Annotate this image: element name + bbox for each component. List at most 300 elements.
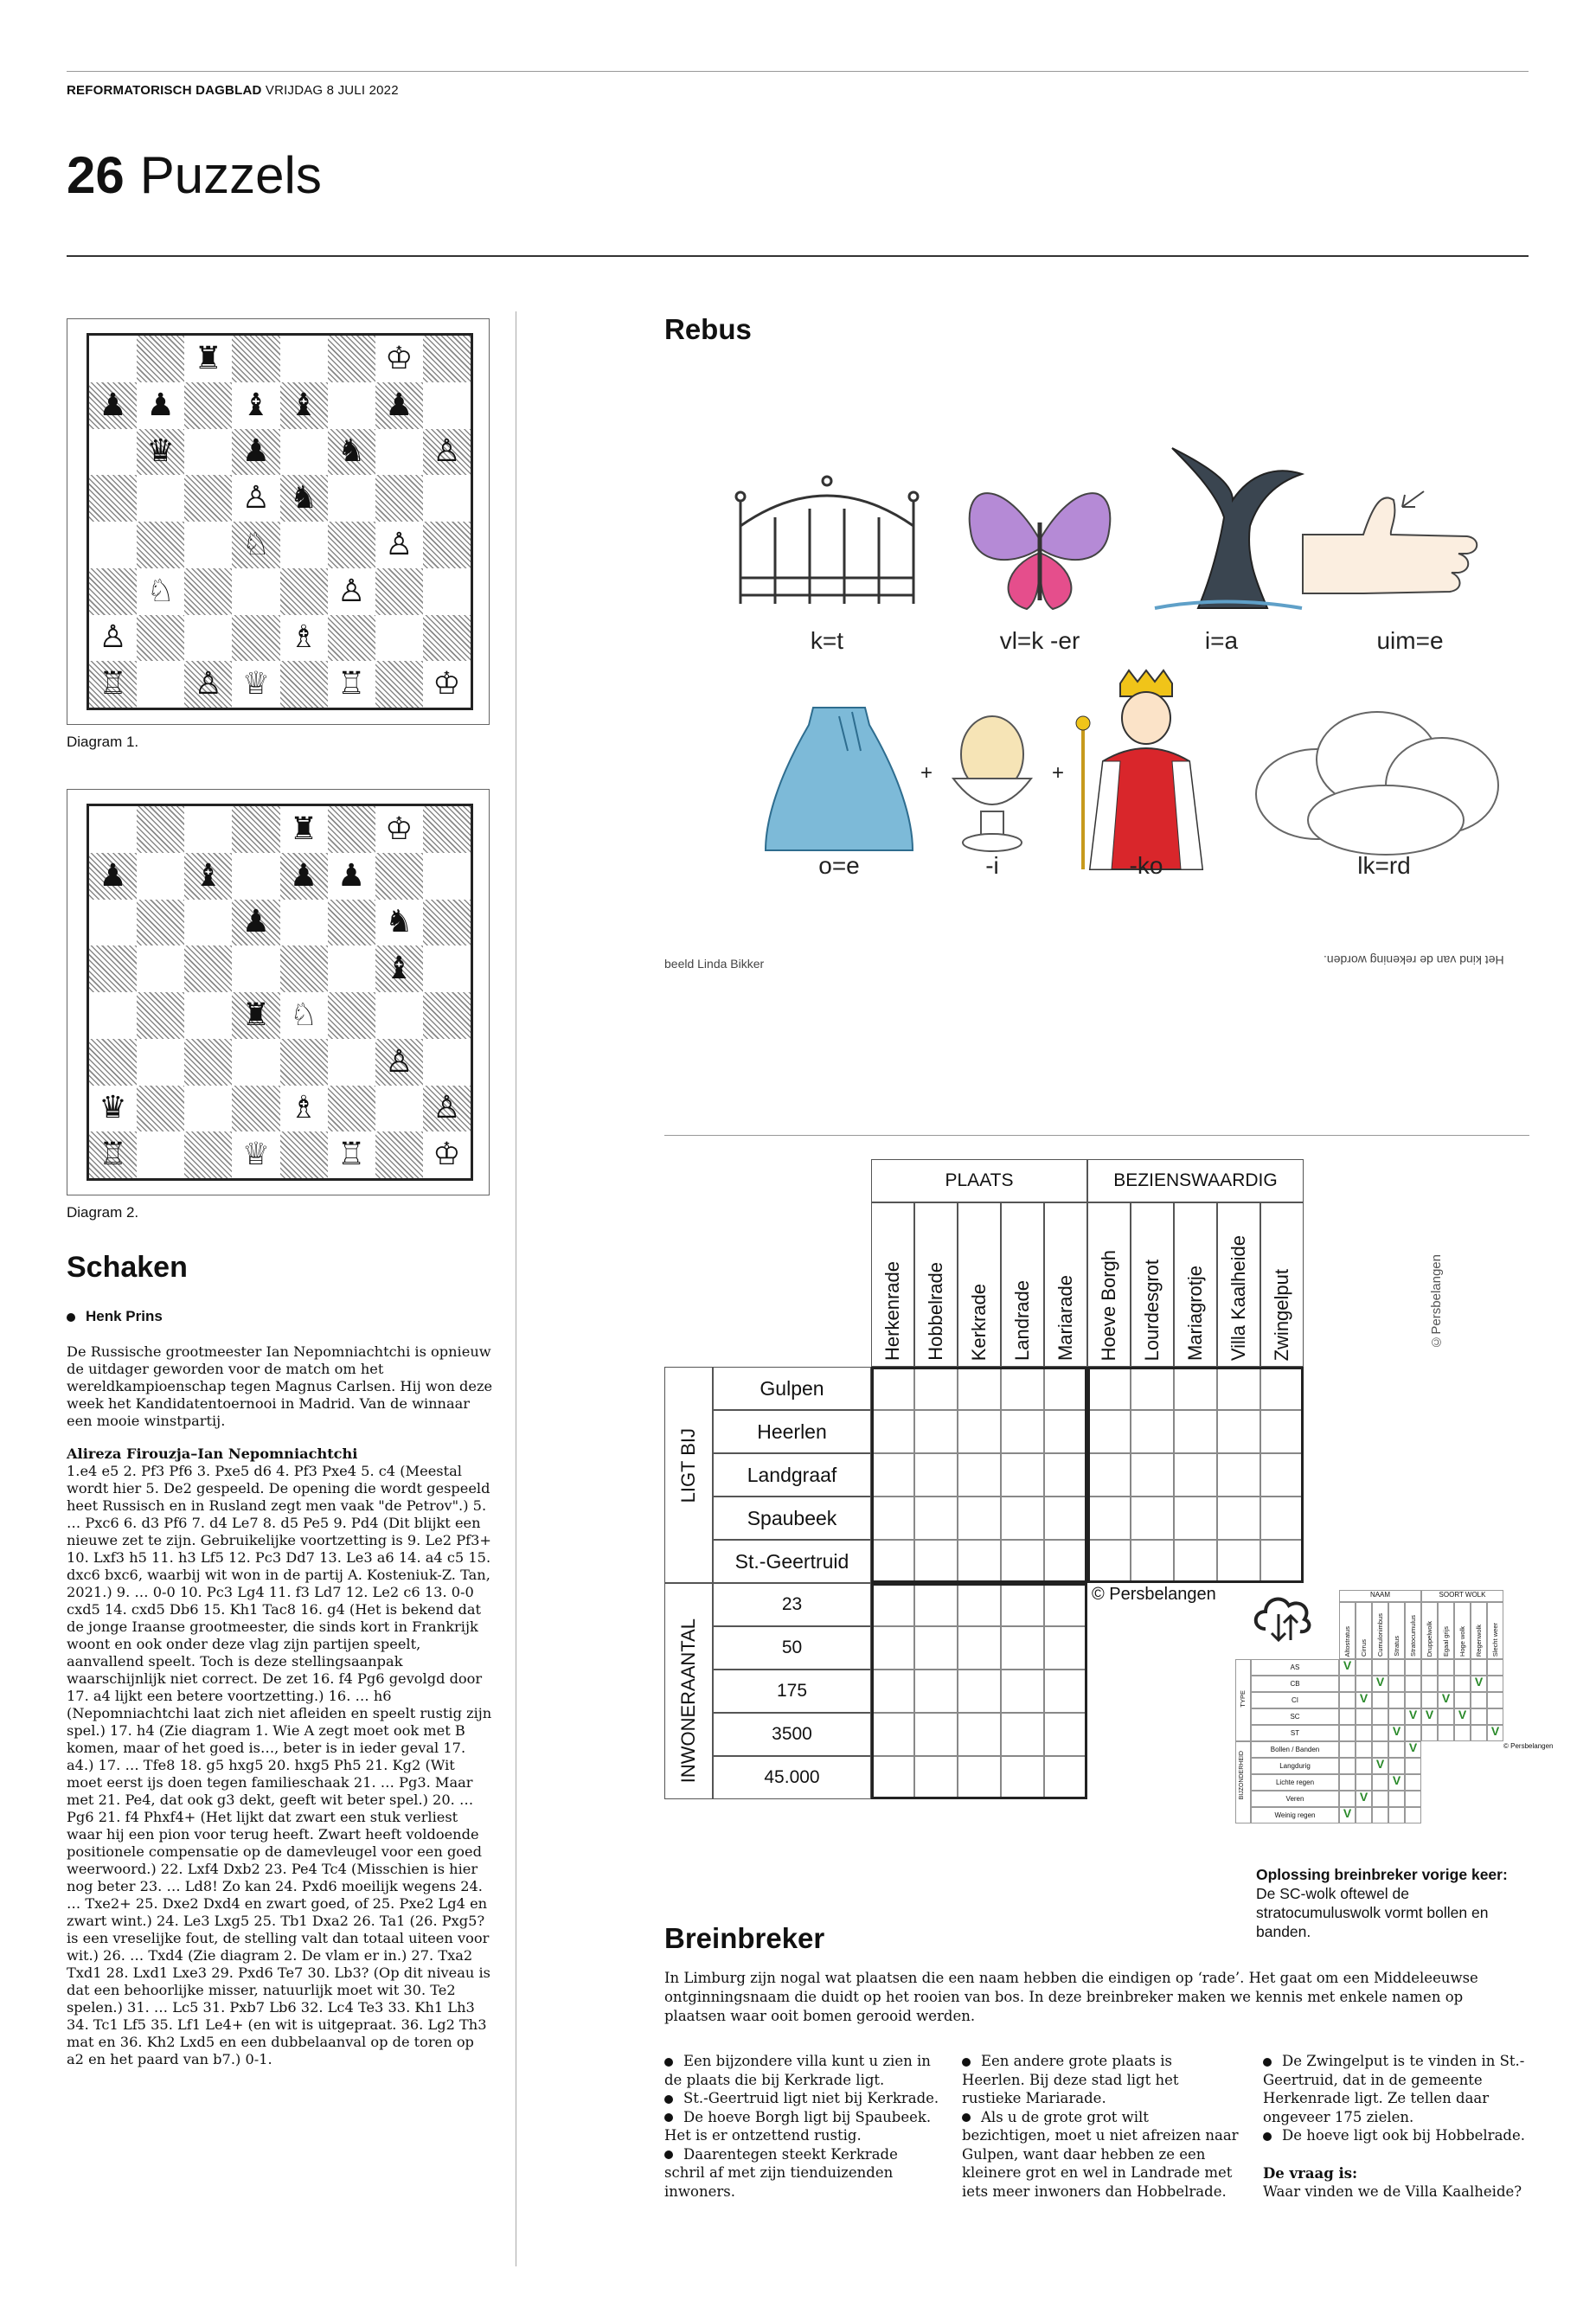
chess-piece-icon: ♖ [337, 666, 366, 702]
row-header: Gulpen [713, 1367, 871, 1410]
mini-copyright: © Persbelangen [1503, 1742, 1554, 1750]
grid-cell[interactable] [1131, 1453, 1174, 1497]
grid-cell[interactable] [871, 1756, 914, 1799]
grid-cell[interactable] [958, 1497, 1001, 1540]
board-square [137, 1086, 184, 1132]
board-square [137, 992, 184, 1039]
checkmark-icon: V [1343, 1658, 1352, 1672]
board-square [423, 900, 471, 946]
grid-cell[interactable] [1001, 1756, 1044, 1799]
plus-sign-1: + [920, 761, 933, 785]
grid-cell[interactable] [914, 1410, 958, 1453]
board-square [328, 382, 375, 429]
board-square [89, 522, 137, 568]
grid-cell[interactable] [871, 1497, 914, 1540]
game-title: Alireza Firouzja–Ian Nepomniachtchi [67, 1445, 358, 1462]
mini-column-header: Slecht weer [1487, 1602, 1503, 1659]
mini-grid-cell [1405, 1774, 1421, 1791]
mini-group-type: TYPE [1235, 1659, 1251, 1741]
question-text: Waar vinden we de Villa Kaalheide? [1263, 2183, 1522, 2200]
board-square [375, 992, 423, 1039]
board-square [375, 382, 423, 429]
bullet-icon [664, 2150, 673, 2159]
board-square [280, 615, 328, 662]
chess-piece-icon: ♜ [289, 811, 318, 847]
mini-row-header: AS [1251, 1659, 1339, 1676]
board-square [280, 853, 328, 900]
group-inwoneraantal: INWONERAANTAL [664, 1583, 713, 1799]
bullet-icon [1263, 2058, 1272, 2067]
previous-solution-text: De SC-wolk oftewel de stratocumuluswolk vormt bollen en banden. [1256, 1885, 1489, 1940]
grid-cell[interactable] [958, 1410, 1001, 1453]
board-square [137, 806, 184, 853]
grid-cell[interactable] [871, 1626, 914, 1670]
rebus-label-1: k=t [810, 627, 844, 654]
mini-grid-cell [1405, 1758, 1421, 1774]
mini-row-header: Lichte regen [1251, 1774, 1339, 1791]
checkmark-icon: V [1490, 1724, 1500, 1738]
board-square [232, 568, 279, 615]
mini-grid-cell [1388, 1791, 1405, 1807]
board-square [184, 568, 232, 615]
mini-group-soort: SOORT WOLK [1421, 1590, 1503, 1602]
board-square [89, 336, 137, 382]
mini-grid-cell [1339, 1774, 1356, 1791]
grid-cell[interactable] [1044, 1453, 1087, 1497]
chess-piece-icon: ♟ [289, 857, 318, 894]
board-square [375, 900, 423, 946]
mini-grid-cell [1454, 1725, 1471, 1741]
board-square [137, 1131, 184, 1178]
grid-cell[interactable] [1044, 1497, 1087, 1540]
grid-cell[interactable] [871, 1713, 914, 1756]
board-square [184, 992, 232, 1039]
checkmark-icon: V [1392, 1724, 1401, 1738]
board-square [375, 615, 423, 662]
board-square [423, 475, 471, 522]
board-square [89, 806, 137, 853]
clues-column-2 [962, 2052, 1239, 2201]
grid-cell[interactable] [1260, 1497, 1304, 1540]
grid-cell[interactable] [1217, 1453, 1260, 1497]
chess-title: Schaken [67, 1251, 188, 1284]
grid-cell[interactable] [1131, 1497, 1174, 1540]
grid-cell[interactable] [1131, 1367, 1174, 1410]
mini-grid-cell [1405, 1659, 1421, 1676]
chess-piece-icon: ♙ [241, 480, 271, 516]
board-square [423, 806, 471, 853]
board-square [328, 661, 375, 708]
row-header: 50 [713, 1626, 871, 1670]
grid-cell[interactable] [1044, 1367, 1087, 1410]
grid-cell[interactable] [1131, 1540, 1174, 1583]
grid-cell[interactable] [958, 1583, 1001, 1626]
grid-cell[interactable] [958, 1367, 1001, 1410]
grid-cell[interactable] [914, 1626, 958, 1670]
rebus-pictures [709, 439, 1522, 898]
rebus-label-6: -i [985, 852, 999, 879]
group-bezienswaardig: BEZIENSWAARDIG [1087, 1159, 1304, 1202]
whale-tail-icon [1138, 439, 1311, 621]
chess-piece-icon: ♔ [433, 1137, 461, 1173]
group-plaats: PLAATS [871, 1159, 1087, 1202]
clue: Een andere grote plaats is Heerlen. Bij deze stad ligt het rustieke Mariarade. [962, 2053, 1179, 2106]
grid-cell[interactable] [1001, 1713, 1044, 1756]
chess-article [67, 1343, 495, 2068]
board-square [328, 336, 375, 382]
grid-cell[interactable] [914, 1540, 958, 1583]
grid-cell[interactable] [958, 1540, 1001, 1583]
board-square [232, 336, 279, 382]
mini-grid-cell [1356, 1725, 1372, 1741]
cloud-icon [1247, 699, 1507, 863]
mini-grid-cell [1438, 1659, 1454, 1676]
grid-cell[interactable] [871, 1410, 914, 1453]
board-square [89, 661, 137, 708]
grid-cell[interactable] [1044, 1540, 1087, 1583]
board-square [375, 1086, 423, 1132]
mini-grid-cell [1454, 1676, 1471, 1692]
board-square [280, 1086, 328, 1132]
grid-cell[interactable] [958, 1713, 1001, 1756]
group-ligt-bij: LIGT BIJ [664, 1367, 713, 1583]
checkmark-icon: V [1474, 1675, 1484, 1689]
board-square [184, 1086, 232, 1132]
vertical-copyright: ©Persbelangen [1429, 1254, 1444, 1349]
grid-cell[interactable] [1001, 1367, 1044, 1410]
board-square [423, 1131, 471, 1178]
rebus-answer: Het kind van de rekening worden. [1324, 953, 1504, 967]
board-square [423, 522, 471, 568]
board-square [89, 992, 137, 1039]
grid-cell[interactable] [1087, 1453, 1131, 1497]
board-square [328, 429, 375, 476]
chess-piece-icon: ♟ [146, 387, 175, 423]
mini-grid-cell [1372, 1708, 1388, 1725]
butterfly-icon [953, 471, 1126, 618]
grid-cell[interactable] [914, 1583, 958, 1626]
chess-piece-icon: ♛ [99, 1090, 127, 1126]
mini-grid-cell [1388, 1659, 1405, 1676]
mini-grid-cell [1356, 1676, 1372, 1692]
egg-icon [936, 709, 1048, 865]
board-square [184, 429, 232, 476]
mini-grid-cell [1438, 1725, 1454, 1741]
board-square [328, 853, 375, 900]
paper-name: REFORMATORISCH DAGBLAD [67, 83, 262, 98]
mini-grid-cell [1372, 1725, 1388, 1741]
chess-piece-icon: ♖ [99, 1137, 127, 1173]
board-square [184, 661, 232, 708]
mini-row-header: SC [1251, 1708, 1339, 1725]
board-square [328, 1131, 375, 1178]
board-square [280, 568, 328, 615]
grid-cell[interactable] [1174, 1540, 1217, 1583]
grid-cell[interactable] [1044, 1756, 1087, 1799]
chess-piece-icon: ♕ [241, 666, 271, 702]
grid-cell[interactable] [1087, 1367, 1131, 1410]
grid-cell[interactable] [1044, 1583, 1087, 1626]
column-header: Hobbelrade [914, 1202, 958, 1367]
board-square [232, 429, 279, 476]
board-square [280, 429, 328, 476]
diagram-1-caption: Diagram 1. [67, 734, 139, 750]
chess-author [67, 1308, 163, 1325]
row-header: 23 [713, 1583, 871, 1626]
board-square [423, 382, 471, 429]
row-header: Landgraaf [713, 1453, 871, 1497]
mini-grid-cell [1388, 1708, 1405, 1725]
chess-piece-icon: ♙ [385, 1043, 413, 1080]
clue: Een bijzondere villa kunt u zien in de plaats die bij Kerkrade ligt. [664, 2053, 931, 2088]
grid-cell[interactable] [958, 1670, 1001, 1713]
mini-grid-cell [1454, 1692, 1471, 1708]
chess-piece-icon: ♜ [241, 997, 271, 1033]
mini-row-header: ST [1251, 1725, 1339, 1741]
mini-grid-cell [1388, 1692, 1405, 1708]
chess-piece-icon: ♙ [385, 526, 413, 562]
grid-cell[interactable] [1001, 1626, 1044, 1670]
board-square [280, 382, 328, 429]
board-square [328, 1086, 375, 1132]
mini-grid-cell [1339, 1741, 1356, 1758]
board-square [184, 853, 232, 900]
board-square [89, 568, 137, 615]
board-square [89, 853, 137, 900]
mini-grid-cell [1356, 1774, 1372, 1791]
chess-piece-icon: ♘ [289, 997, 318, 1033]
chess-piece-icon: ♙ [99, 619, 127, 656]
board-square [232, 992, 279, 1039]
mini-group-naam: NAAM [1339, 1590, 1421, 1602]
board-square [137, 382, 184, 429]
mini-row-header: Veren [1251, 1791, 1339, 1807]
board-square [137, 522, 184, 568]
row-header: 45.000 [713, 1756, 871, 1799]
grid-cell[interactable] [1131, 1410, 1174, 1453]
board-square [375, 1039, 423, 1086]
board-square [137, 945, 184, 992]
grid-cell[interactable] [1044, 1410, 1087, 1453]
mini-grid-cell [1438, 1676, 1454, 1692]
grid-cell[interactable] [1001, 1410, 1044, 1453]
mini-grid-cell [1356, 1708, 1372, 1725]
board-square [423, 853, 471, 900]
grid-cell[interactable] [914, 1497, 958, 1540]
mini-column-header: Druppelwolk [1421, 1602, 1438, 1659]
board-square [280, 945, 328, 992]
grid-cell[interactable] [1260, 1453, 1304, 1497]
page-number: 26 [67, 146, 125, 204]
chess-piece-icon: ♖ [99, 666, 127, 702]
grid-cell[interactable] [1044, 1713, 1087, 1756]
grid-cell[interactable] [1087, 1410, 1131, 1453]
column-header: Lourdesgrot [1131, 1202, 1174, 1367]
board-square [280, 1039, 328, 1086]
chess-piece-icon: ♙ [194, 666, 222, 702]
grid-cell[interactable] [958, 1453, 1001, 1497]
checkmark-icon: V [1458, 1708, 1467, 1721]
chess-piece-icon: ♟ [241, 904, 271, 940]
chess-piece-icon: ♙ [433, 433, 461, 470]
mini-grid-cell [1372, 1791, 1388, 1807]
mini-grid-cell [1438, 1708, 1454, 1725]
grid-cell[interactable] [1044, 1626, 1087, 1670]
board-square [184, 615, 232, 662]
grid-cell[interactable] [1174, 1410, 1217, 1453]
grid-cell[interactable] [1260, 1410, 1304, 1453]
board-square [89, 1086, 137, 1132]
grid-cell[interactable] [1217, 1367, 1260, 1410]
page-header [67, 145, 322, 205]
board-square [328, 1039, 375, 1086]
grid-cell[interactable] [1001, 1583, 1044, 1626]
checkmark-icon: V [1408, 1708, 1418, 1721]
chess-piece-icon: ♘ [241, 526, 271, 562]
board-square [137, 661, 184, 708]
previous-solution-grid [1235, 1573, 1554, 1849]
grid-cell[interactable] [914, 1756, 958, 1799]
grid-cell[interactable] [914, 1367, 958, 1410]
column-header: Landrade [1001, 1202, 1044, 1367]
clues-column-3 [1263, 2052, 1531, 2202]
chess-piece-icon: ♗ [289, 619, 318, 656]
mini-grid-cell [1356, 1758, 1372, 1774]
board-square [280, 475, 328, 522]
chess-piece-icon: ♞ [337, 433, 366, 470]
grid-cell[interactable] [914, 1713, 958, 1756]
grid-cell[interactable] [1001, 1670, 1044, 1713]
board-square [137, 568, 184, 615]
mini-grid-cell [1339, 1692, 1356, 1708]
grid-cell[interactable] [1174, 1497, 1217, 1540]
grid-cell[interactable] [1217, 1410, 1260, 1453]
board-square [232, 382, 279, 429]
board-square [280, 806, 328, 853]
skirt-icon [761, 699, 917, 859]
author-name: Henk Prins [86, 1308, 163, 1324]
grid-cell[interactable] [1001, 1497, 1044, 1540]
mini-row-header: Langdurig [1251, 1758, 1339, 1774]
checkmark-icon: V [1441, 1691, 1451, 1705]
mini-grid-cell [1454, 1659, 1471, 1676]
board-square [423, 1086, 471, 1132]
column-header: Kerkrade [958, 1202, 1001, 1367]
grid-cell[interactable] [1044, 1670, 1087, 1713]
grid-cell[interactable] [871, 1583, 914, 1626]
mini-column-header: Cumulonimbus [1372, 1602, 1388, 1659]
board-square [328, 615, 375, 662]
chess-piece-icon: ♖ [337, 1137, 366, 1173]
grid-cell[interactable] [871, 1453, 914, 1497]
mini-grid-cell [1487, 1676, 1503, 1692]
board-square [89, 945, 137, 992]
chess-piece-icon: ♔ [433, 666, 461, 702]
rebus-label-8: lk=rd [1357, 852, 1411, 879]
rebus-label-7: -ko [1129, 852, 1163, 879]
mini-grid-cell [1388, 1807, 1405, 1823]
grid-cell[interactable] [958, 1626, 1001, 1670]
grid-cell[interactable] [871, 1670, 914, 1713]
chess-piece-icon: ♙ [433, 1090, 461, 1126]
mini-grid-cell [1421, 1725, 1438, 1741]
rebus-label-4: uim=e [1376, 627, 1444, 654]
board-square [423, 615, 471, 662]
grid-cell[interactable] [1174, 1453, 1217, 1497]
mini-grid-cell [1372, 1774, 1388, 1791]
mini-grid-cell [1356, 1807, 1372, 1823]
mini-grid-cell [1471, 1725, 1487, 1741]
mini-grid-cell [1339, 1708, 1356, 1725]
mini-grid-cell [1372, 1741, 1388, 1758]
clue: St.-Geertruid ligt niet bij Kerkrade. [664, 2089, 941, 2108]
game-text: 1.e4 e5 2. Pf3 Pf6 3. Pxe5 d6 4. Pf3 Pxe4 5. c4 (Meestal wordt hier 5. De2 gespeeld. De opening die wordt gespeeld heet Russisch en in Rusland zegt men vaak "de Petrov".) 5. … Pxc6 6. d3 Pf6 7. d4 Le7 8. d5 Pe5 9. Pd4 (Dit blijkt een nieuwe zet te zijn. Gebruikelijke voortzetting is 9. Le2 Pf3+ 10. Lxf3 h5 11. h3 Lf5 12. Pc3 Dd7 13. Le3 a6 14. a4 c5 15. dxc6 bxc6, waarbij wit won in de partij A. Kosteniuk-Z. Tan, 2021.) 9. … 0-0 10. Pc3 Lg4 11. f3 Ld7 12. Le2 c6 13. 0-0 cxd5 14. cxd5 Db6 15. Kh1 Tac8 16. g4 (Het is bekend dat de jonge Iraanse grootmeester, die sinds kort in Frankrijk woont en ook onder deze vlag zijn partijen speelt, aanvallend speelt. Toch is deze stellingsaanpak waarschijnlijk niet correct. De zet 16. f4 Pg6 gevolgd door 17. a4 lijkt een betere voortzetting.) 16. … h6 (Nepomniachtchi laat zich niet afleiden en speelt rustig zijn spel.) 17. h4 (Zie diagram 1. Wie A zegt moet ook met B komen, maar of het goed is…, beter is in ieder geval 17. a4.) 17. … Tfe8 18. g5 hxg5 20. hxg5 Ph5 21. Kg2 (Wit moet eerst ijs doen tegen familieschaak 21. … Pg3. Maar met 21. Pe4, dat ook g3 dekt, geeft wit beter spel.) 20. … Pg6 21. f4 Phxf4+ (Het lijkt dat zwart een stuk verliest waar hij een pion voor terug heeft. Zwart heeft voldoende positionele compensatie op de damevleugel voor een goed weerwoord.) 22. Lxf4 Dxb2 23. Pe4 Tc4 (Misschien is hier nog beter 23. … Ld8! Zo kan 24. Pxd6 moeilijk wegens 24. … Txe2+ 25. Dxe2 Dxd4 en zwart goed, of 25. Pxe2 Lg4 en zwart wint.) 24. Le3 Lxg5 25. Tb1 Dxa2 26. Ta1 (26. Pxg5? is een vreselijke fout, de stelling valt dan totaal uiteen voor wit.) 26. … Txd4 (Zie diagram 2. De vlam er in.) 27. Txa2 Txd1 28. Lxd1 Lxe3 29. Pxd6 Te7 30. Lb3? (Op dit niveau is dat een behoorlijke misser, natuurlijk moet wit 30. Te2 spelen.) 31. … Lc5 31. Pxb7 Lb6 32. Lc4 Te3 33. Kh1 Lh3 34. Tc1 Lf5 35. Lf1 Le4+ (en wit is uitgepraat. 36. Lg2 Th3 mat en 36. Kh2 Lxd5 en een dubbelaanval op de toren op a2 en het paard van b7.) 0-1. [67, 1463, 492, 2067]
grid-cell[interactable] [914, 1670, 958, 1713]
board-square [184, 522, 232, 568]
board-square [280, 522, 328, 568]
chess-piece-icon: ♟ [337, 857, 366, 894]
row-header: 175 [713, 1670, 871, 1713]
chess-piece-icon: ♝ [241, 387, 271, 423]
plus-sign-2: + [1051, 761, 1064, 785]
checkmark-icon: V [1359, 1790, 1368, 1804]
grid-cell[interactable] [871, 1367, 914, 1410]
board-square [423, 1039, 471, 1086]
masthead [67, 83, 399, 98]
board-square [375, 522, 423, 568]
bullet-icon [962, 2113, 971, 2122]
clue: Daarentegen steekt Kerkrade schril af met zijn tienduizenden inwoners. [664, 2145, 898, 2200]
board-square [232, 806, 279, 853]
mini-grid-cell [1405, 1791, 1421, 1807]
clues-column-1 [664, 2052, 941, 2201]
column-header: Zwingelput [1260, 1202, 1304, 1367]
mini-row-header: Weinig regen [1251, 1807, 1339, 1823]
board-square [89, 900, 137, 946]
grid-cell[interactable] [1087, 1497, 1131, 1540]
grid-cell[interactable] [958, 1756, 1001, 1799]
board-square [184, 945, 232, 992]
grid-copyright: © Persbelangen [1092, 1585, 1216, 1604]
board-square [375, 568, 423, 615]
grid-cell[interactable] [1217, 1497, 1260, 1540]
grid-cell[interactable] [1001, 1453, 1044, 1497]
board-square [89, 615, 137, 662]
mini-grid-cell [1487, 1708, 1503, 1725]
mini-grid-cell [1471, 1708, 1487, 1725]
grid-cell[interactable] [1087, 1540, 1131, 1583]
board-square [375, 945, 423, 992]
chess-piece-icon: ♔ [385, 340, 413, 376]
grid-cell[interactable] [914, 1453, 958, 1497]
mini-grid-cell [1372, 1659, 1388, 1676]
bullet-icon [67, 1313, 75, 1322]
board-square [280, 336, 328, 382]
grid-cell[interactable] [871, 1540, 914, 1583]
grid-cell[interactable] [1001, 1540, 1044, 1583]
grid-cell[interactable] [1174, 1367, 1217, 1410]
mini-grid-cell [1372, 1692, 1388, 1708]
grid-cell[interactable] [1260, 1367, 1304, 1410]
board-square [423, 336, 471, 382]
previous-solution-title: Oplossing breinbreker vorige keer: [1256, 1866, 1508, 1883]
board-square [328, 945, 375, 992]
breinbreker-title: Breinbreker [664, 1922, 825, 1954]
mini-column-header: Egaal grijs [1438, 1602, 1454, 1659]
mini-grid-cell [1487, 1692, 1503, 1708]
checkmark-icon: V [1375, 1675, 1385, 1689]
chess-piece-icon: ♟ [385, 387, 413, 423]
